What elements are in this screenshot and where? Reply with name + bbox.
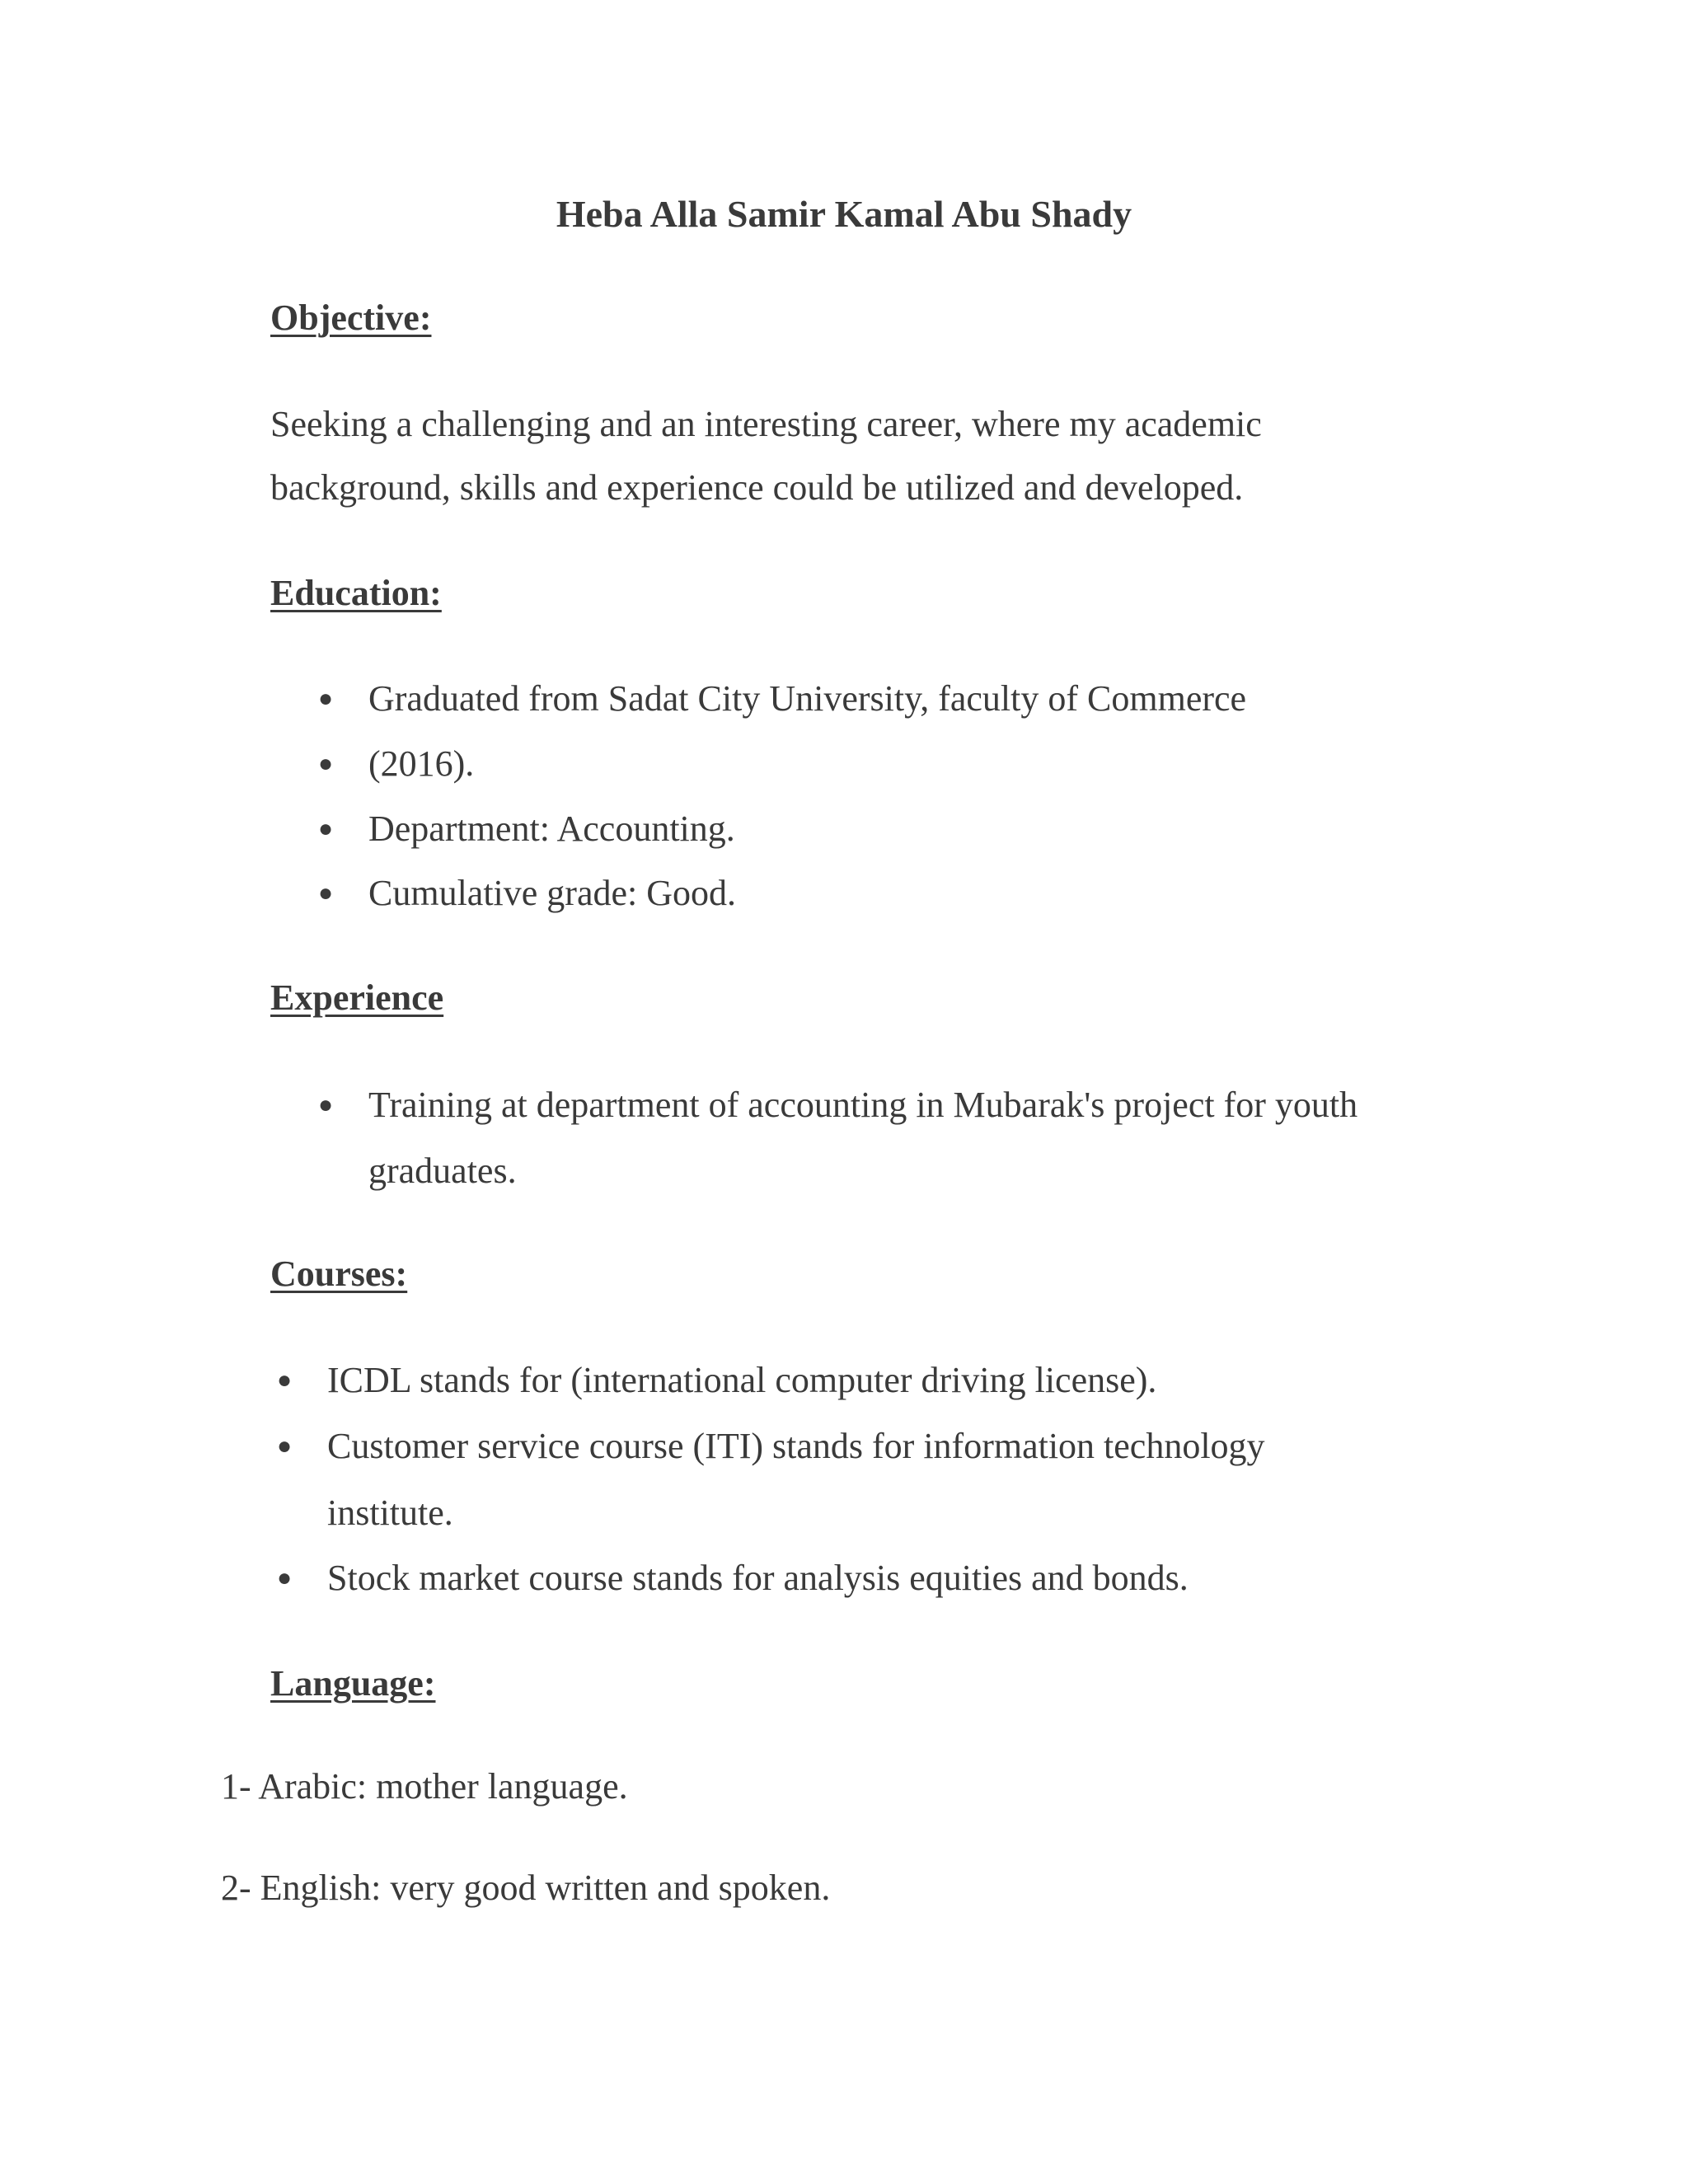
education-heading: Education: [270,573,442,613]
language-item: 1- Arabic: mother language. [221,1766,628,1807]
experience-item-continuation: graduates. [368,1151,517,1191]
objective-line: Seeking a challenging and an interesting career, where my academic [270,404,1262,444]
experience-heading: Experience [270,977,444,1018]
course-item: Customer service course (ITI) stands for information technology [327,1426,1265,1466]
education-item: Cumulative grade: Good. [368,873,737,913]
bullet-icon: ● [277,1564,293,1591]
bullet-icon: ● [318,815,334,842]
language-item: 2- English: very good written and spoken. [221,1868,831,1908]
bullet-icon: ● [318,1091,334,1118]
education-item: Department: Accounting. [368,808,735,849]
education-item: (2016). [368,743,475,784]
experience-item: Training at department of accounting in Mubarak's project for youth [368,1085,1358,1125]
bullet-icon: ● [318,879,334,907]
objective-heading: Objective: [270,298,432,338]
bullet-icon: ● [318,685,334,712]
course-item-continuation: institute. [327,1493,453,1533]
bullet-icon: ● [318,750,334,777]
bullet-icon: ● [277,1366,293,1394]
candidate-name: Heba Alla Samir Kamal Abu Shady [556,193,1132,235]
objective-line: background, skills and experience could be utilized and developed. [270,467,1244,508]
language-heading: Language: [270,1663,436,1704]
education-item: Graduated from Sadat City University, faculty of Commerce [368,678,1247,719]
course-item: ICDL stands for (international computer driving license). [327,1360,1157,1400]
bullet-icon: ● [277,1432,293,1460]
course-item: Stock market course stands for analysis equities and bonds. [327,1558,1189,1598]
courses-heading: Courses: [270,1254,408,1294]
